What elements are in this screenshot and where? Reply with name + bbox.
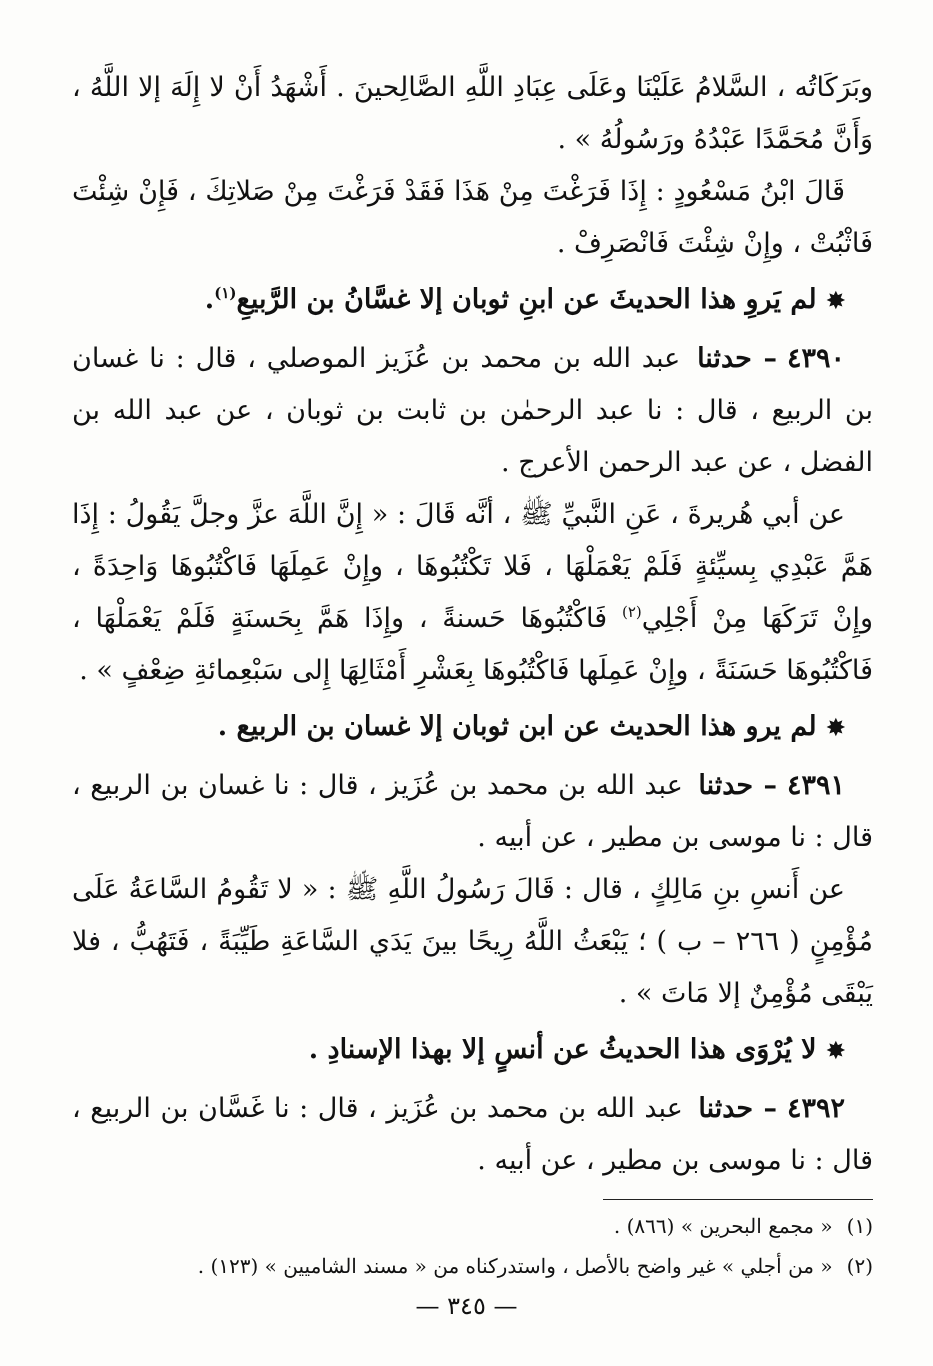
hadith-number: ٤٣٩١ — [786, 770, 845, 801]
star-icon: ✸ — [826, 1038, 845, 1064]
page-number: — ٣٤٥ — — [415, 1292, 518, 1320]
hadith-number: ٤٣٩٠ — [786, 343, 845, 374]
star-icon: ✸ — [826, 715, 845, 741]
hadith-opening: – حدثنا — [698, 770, 777, 801]
commentary-note — [72, 274, 873, 327]
note-text: لم يرو هذا الحديث عن ابن ثوبان إلا غسان بن الربيع . — [217, 711, 817, 742]
hadith-opening: – حدثنا — [698, 1093, 777, 1124]
hadith-number: ٤٣٩٢ — [786, 1093, 845, 1124]
text-paragraph: قَالَ ابْنُ مَسْعُودٍ : إِذَا فَرَغْتَ مِنْ هَذَا فَقَدْ فَرَغْتَ مِنْ صَلاتِكَ ، فَإِنْ شِئْتَ فَاثْبُتْ ، وإِنْ شِئْتَ فَانْصَرِفْ . — [72, 176, 873, 259]
hadith-chain — [72, 760, 873, 864]
hadith-text-part: عن أبي هُريرةَ ، عَنِ النَّبيِّ ﷺ ، أنَّه قَالَ : « إِنَّ اللَّهَ عزَّ وجلَّ يَقُولُ : إِذَا هَمَّ عَبْدِي بِسيِّئةٍ فَلَمْ يَعْمَلْهَا ، فَلا تَكْتُبُوهَا ، وإِنْ عَمِلَهَا فَاكْتُبُوهَا وَاحِدَةً ، وإِنْ تَرَكَهَا مِنْ أَجْلِي — [72, 499, 873, 634]
hadith-opening: – حدثنا — [697, 343, 777, 374]
hadith-text — [72, 489, 873, 697]
text-paragraph: وبَرَكَاتُه ، السَّلامُ عَلَيْنَا وعَلَى عِبَادِ اللَّهِ الصَّالِحينَ . أَشْهَدُ أَنْ لا إِلَهَ إلا اللَّهُ ، وَأَنَّ مُحَمَّدًا عَبْدُهُ ورَسُولُهُ » . — [72, 72, 873, 155]
footnote-divider — [603, 1199, 873, 1200]
footnote — [72, 1206, 873, 1246]
commentary-note — [72, 1024, 873, 1077]
hadith-chain-text: عبد الله بن محمد بن عُزَيز الموصلي ، قال : نا غسان بن الربيع ، قال : نا عبد الرحمٰن بن ثابت بن ثوبان ، عن عبد الله بن الفضل ، عن عبد الرحمن الأعرج . — [72, 343, 873, 478]
footnote-text: « من أجلي » غير واضح بالأصل ، واستدركناه من « مسند الشاميين » (١٢٣) . — [197, 1254, 833, 1278]
hadith-text-part: فَاكْتُبُوهَا حَسنةً ، وإِذَا هَمَّ بِحَسنَةٍ فَلَمْ يَعْمَلْهَا ، فَاكْتُبُوهَا حَسَنَةً ، وإِنْ عَمِلَها فَاكْتُبُوهَا بِعَشْرِ أَمْثَالِهَا إِلى سَبْعِمائةِ ضِعْفٍ » . — [72, 603, 873, 686]
footnote — [72, 1246, 873, 1286]
hadith-chain-text: عبد الله بن محمد بن عُزَيز ، قال : نا غَسَّان بن الربيع ، قال : نا موسى بن مطير ، عن أبيه . — [72, 1093, 873, 1176]
note-text: لم يَروِ هذا الحديثَ عن ابنِ ثوبان إلا غسَّانُ بن الرَّبيعِ — [236, 284, 817, 315]
footnote-marker[interactable]: (٢) — [621, 603, 642, 621]
hadith-chain — [72, 333, 873, 489]
footnote-marker[interactable]: (١) — [214, 284, 237, 302]
footnote-text: « مجمع البحرين » (٨٦٦) . — [613, 1214, 833, 1238]
commentary-note — [72, 701, 873, 754]
note-end: . — [204, 284, 215, 315]
hadith-chain — [72, 1083, 873, 1187]
footnote-number: (١) — [846, 1214, 873, 1238]
hadith-text: عن أَنسِ بنِ مَالِكٍ ، قال : قَالَ رَسُولُ اللَّهِ ﷺ : « لا تَقُومُ السَّاعَةُ عَلَى مُؤْمِنٍ ( ٢٦٦ – ب ) ؛ يَبْعَثُ اللَّهُ رِيحًا بينَ يَدَي السَّاعَةِ طَيِّبَةً ، فَتَهُبُّ ، فلا يَبْقَى مُؤْمِنٌ إلا مَاتَ » . — [72, 874, 874, 1009]
note-text: لا يُرْوَى هذا الحديثُ عن أنسٍ إلا بهذا الإسنادِ . — [308, 1034, 817, 1065]
star-icon: ✸ — [826, 288, 845, 314]
footnote-number: (٢) — [846, 1254, 873, 1278]
hadith-chain-text: عبد الله بن محمد بن عُزَيز ، قال : نا غسان بن الربيع ، قال : نا موسى بن مطير ، عن أبيه . — [72, 770, 873, 853]
